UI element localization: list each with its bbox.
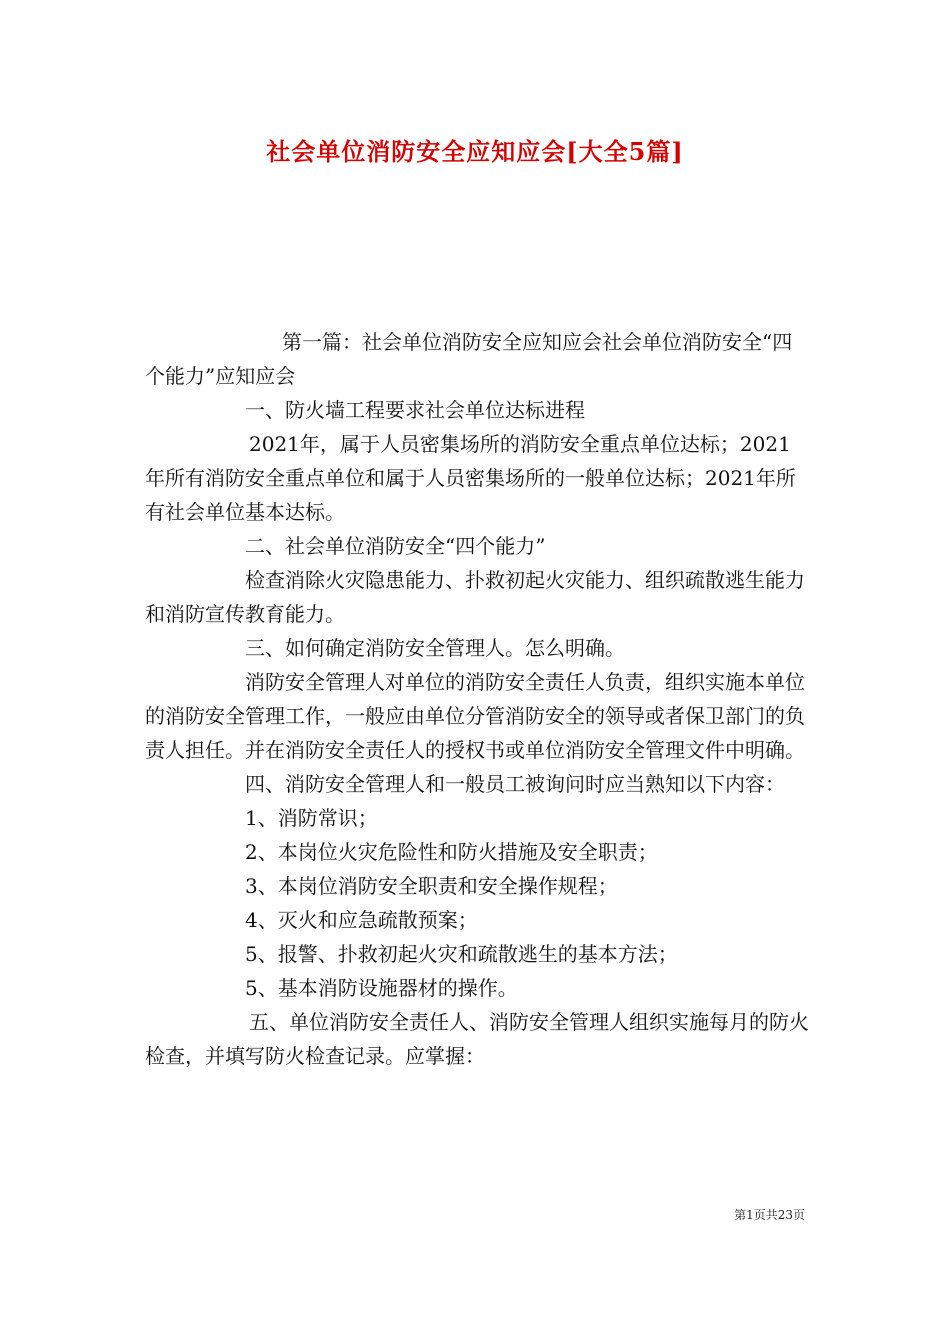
paragraph: 2021年，属于人员密集场所的消防安全重点单位达标；2021年所有消防安全重点单位和属于人员密集场所的一般单位达标；2021年所有社会单位基本达标。 xyxy=(145,432,796,524)
paragraph: 五、单位消防安全责任人、消防安全管理人组织实施每月的防火检查，并填写防火检查记录。应掌握： xyxy=(145,1010,809,1068)
list-item: 4、灭火和应急疏散预案； xyxy=(245,908,478,932)
paragraph: 二、社会单位消防安全“四个能力” xyxy=(245,534,546,558)
paragraph: 四、消防安全管理人和一般员工被询问时应当熟知以下内容： xyxy=(245,772,785,796)
list-item: 5、报警、扑救初起火灾和疏散逃生的基本方法； xyxy=(245,942,678,966)
paragraph: 三、如何确定消防安全管理人。怎么明确。 xyxy=(245,636,625,660)
list-item: 1、消防常识； xyxy=(245,806,378,830)
list-item: 3、本岗位消防安全职责和安全操作规程； xyxy=(245,874,618,898)
page-number: 第1页共23页 xyxy=(734,1208,805,1222)
paragraph: 消防安全管理人对单位的消防安全责任人负责，组织实施本单位的消防安全管理工作，一般应由单位分管消防安全的领导或者保卫部门的负责人担任。并在消防安全责任人的授权书或单位消防安全管理文件中明确。 xyxy=(145,670,805,762)
paragraph: 第一篇：社会单位消防安全应知应会社会单位消防安全“四个能力”应知应会 xyxy=(145,330,793,388)
paragraph: 检查消除火灾隐患能力、扑救初起火灾能力、组织疏散逃生能力和消防宣传教育能力。 xyxy=(145,568,805,626)
document-body xyxy=(145,325,810,1073)
list-item: 5、基本消防设施器材的操作。 xyxy=(245,976,518,1000)
paragraph: 一、防火墙工程要求社会单位达标进程 xyxy=(245,398,585,422)
list-item: 2、本岗位火灾危险性和防火措施及安全职责； xyxy=(245,840,658,864)
document-title: 社会单位消防安全应知应会[大全5篇] xyxy=(266,137,684,166)
